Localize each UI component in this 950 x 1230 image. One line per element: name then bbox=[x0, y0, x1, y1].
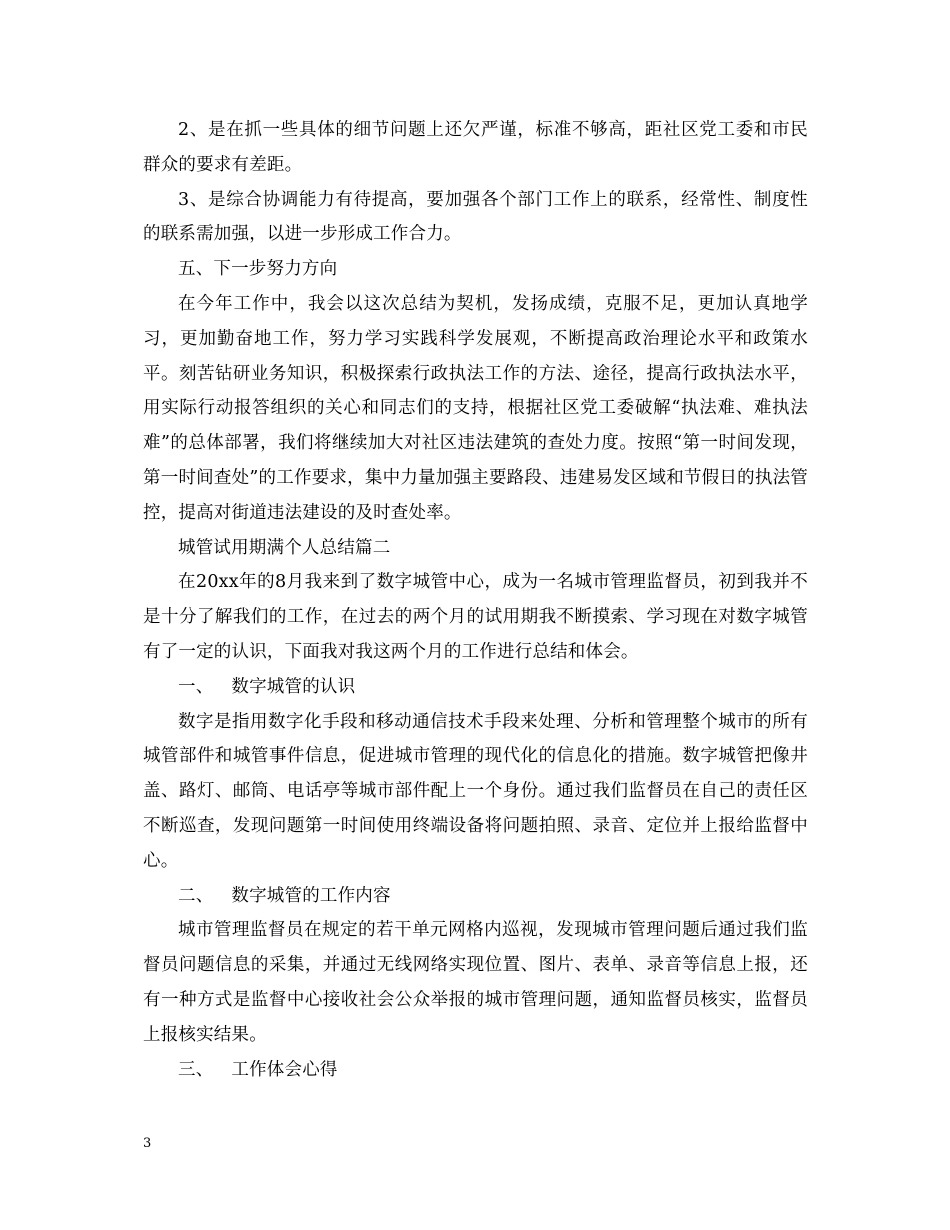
paragraph-intro: 在20xx年的8月我来到了数字城管中心，成为一名城市管理监督员，初到我并不是十分了解我们的工作，在过去的两个月的试用期我不断摸索、学习现在对数字城管有了一定的认识，下面我对我这两个月的工作进行总结和体会。 bbox=[143, 572, 808, 662]
page-number: 3 bbox=[143, 1136, 152, 1151]
section-heading-2 bbox=[143, 879, 808, 914]
paragraph-2: 2、是在抓一些具体的细节问题上还欠严谨，标准不够高，距社区党工委和市民群众的要求有差距。 bbox=[143, 120, 808, 175]
article-title-part-two: 城管试用期满个人总结篇二 bbox=[178, 537, 391, 558]
section-title: 工作体会心得 bbox=[231, 1059, 338, 1080]
section-heading-next-steps: 五、下一步努力方向 bbox=[178, 259, 338, 280]
paragraph-digital-city-definition: 数字是指用数字化手段和移动通信技术手段来处理、分析和管理整个城市的所有城管部件和城管事件信息，促进城市管理的现代化的信息化的措施。数字城管把像井盖、路灯、邮筒、电话亭等城市部件配上一个身份。通过我们监督员在自己的责任区不断巡查，发现问题第一时间使用终端设备将问题拍照、录音、定位并上报给监督中心。 bbox=[143, 711, 808, 871]
section-title: 数字城管的认识 bbox=[231, 676, 356, 697]
section-number: 二、 bbox=[178, 885, 214, 906]
paragraph-work-content: 城市管理监督员在规定的若干单元网格内巡视，发现城市管理问题后通过我们监督员问题信息的采集，并通过无线网络实现位置、图片、表单、录音等信息上报，还有一种方式是监督中心接收社会公众举报的城市管理问题，通知监督员核实，监督员上报核实结果。 bbox=[143, 920, 808, 1045]
section-title: 数字城管的工作内容 bbox=[231, 885, 391, 906]
section-heading-3 bbox=[143, 1053, 808, 1088]
paragraph-next-steps: 在今年工作中，我会以这次总结为契机，发扬成绩，克服不足，更加认真地学习，更加勤奋地工作，努力学习实践科学发展观，不断提高政治理论水平和政策水平。刻苦钻研业务知识，积极探索行政执法工作的方法、途径，提高行政执法水平，用实际行动报答组织的关心和同志们的支持，根据社区党工委破解“执法难、难执法难”的总体部署，我们将继续加大对社区违法建筑的查处力度。按照“第一时间发现，第一时间查处”的工作要求，集中力量加强主要路段、违建易发区域和节假日的执法管控，提高对街道违法建设的及时查处率。 bbox=[143, 293, 808, 523]
document-body bbox=[143, 113, 808, 1087]
section-number: 一、 bbox=[178, 676, 214, 697]
section-heading-1 bbox=[143, 670, 808, 705]
paragraph-3: 3、是综合协调能力有待提高，要加强各个部门工作上的联系，经常性、制度性的联系需加强，以进一步形成工作合力。 bbox=[143, 189, 808, 245]
section-number: 三、 bbox=[178, 1059, 214, 1080]
